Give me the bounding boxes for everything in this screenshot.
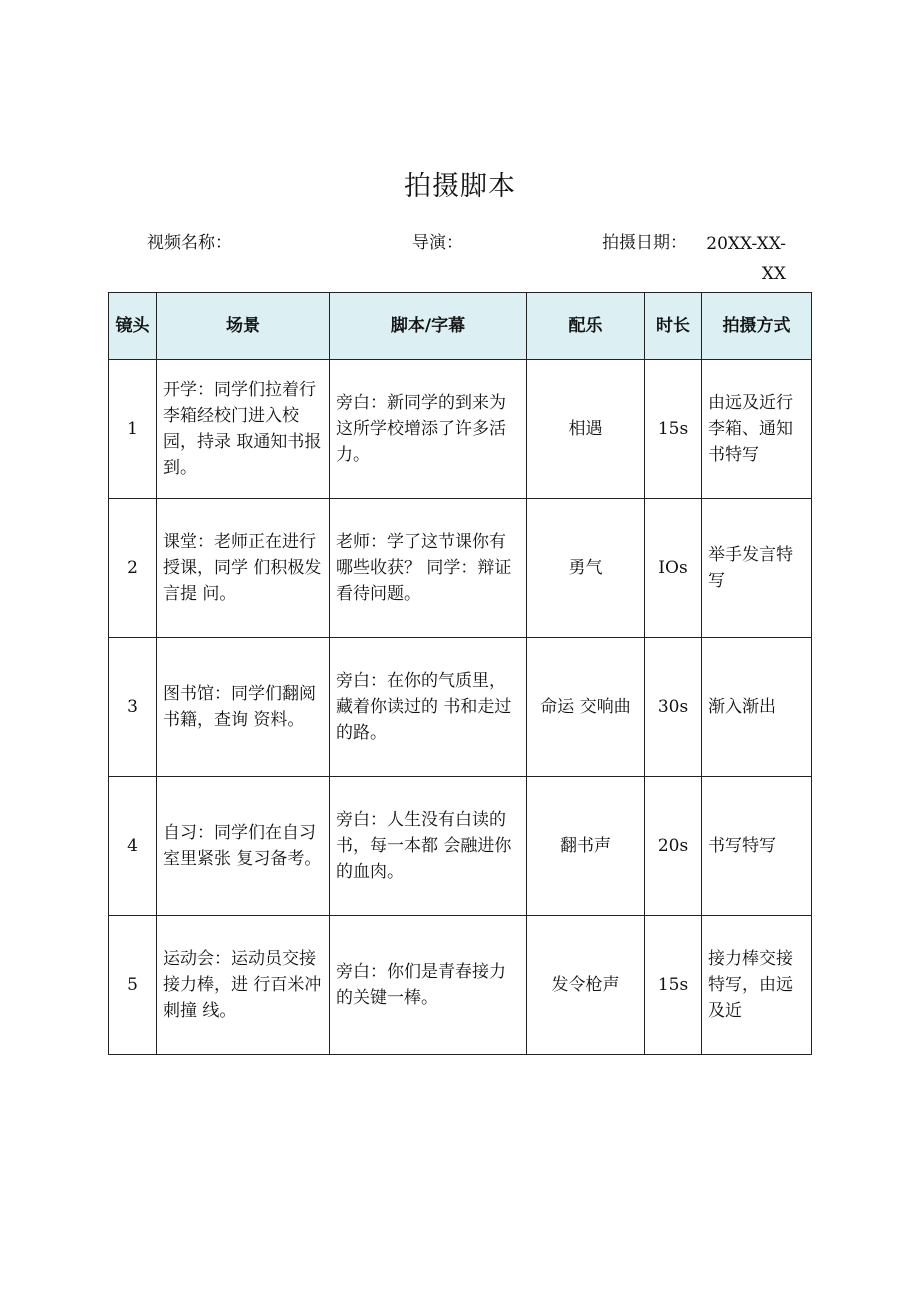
cell-music: 勇气 (527, 499, 645, 638)
cell-duration: 30s (645, 638, 702, 777)
cell-music: 相遇 (527, 360, 645, 499)
cell-scene: 课堂：老师正在进行授课，同学 们积极发言提 问。 (157, 499, 330, 638)
cell-duration: IOs (645, 499, 702, 638)
cell-method: 接力棒交接特写，由远及近 (702, 916, 812, 1055)
cell-music: 发令枪声 (527, 916, 645, 1055)
page-title: 拍摄脚本 (404, 171, 516, 202)
cell-music: 翻书声 (527, 777, 645, 916)
cell-duration: 15s (645, 360, 702, 499)
cell-script: 旁白：你们是青春接力的关键一棒。 (330, 916, 527, 1055)
cell-music: 命运 交响曲 (527, 638, 645, 777)
cell-scene: 图书馆：同学们翻阅书籍，查询 资料。 (157, 638, 330, 777)
table-row (109, 916, 812, 1055)
header-method: 拍摄方式 (702, 293, 812, 360)
cell-shot: 5 (109, 916, 157, 1055)
shoot-date-value: 20XX-XX-XX (706, 234, 786, 284)
director-label: 导演： (412, 233, 463, 253)
cell-shot: 1 (109, 360, 157, 499)
cell-shot: 2 (109, 499, 157, 638)
table-row (109, 360, 812, 499)
table-header-row (109, 293, 812, 360)
cell-script: 旁白：在你的气质里，藏着你读过的 书和走过的路。 (330, 638, 527, 777)
cell-method: 书写特写 (702, 777, 812, 916)
header-scene: 场景 (157, 293, 330, 360)
cell-method: 渐入渐出 (702, 638, 812, 777)
cell-script: 老师：学了这节课你有哪些收获？ 同学：辩证看待问题。 (330, 499, 527, 638)
table-row (109, 499, 812, 638)
cell-scene: 运动会：运动员交接接力棒，进 行百米冲刺撞 线。 (157, 916, 330, 1055)
cell-shot: 3 (109, 638, 157, 777)
cell-duration: 20s (645, 777, 702, 916)
cell-script: 旁白：人生没有白读的书，每一本都 会融进你的血肉。 (330, 777, 527, 916)
shooting-script-table (108, 292, 812, 1055)
cell-script: 旁白：新同学的到来为这所学校增添了许多活力。 (330, 360, 527, 499)
cell-method: 由远及近行李箱、通知书特写 (702, 360, 812, 499)
header-script: 脚本/字幕 (330, 293, 527, 360)
table-row (109, 777, 812, 916)
cell-scene: 自习：同学们在自习室里紧张 复习备考。 (157, 777, 330, 916)
header-shot: 镜头 (109, 293, 157, 360)
header-duration: 时长 (645, 293, 702, 360)
table-row (109, 638, 812, 777)
header-music: 配乐 (527, 293, 645, 360)
cell-method: 举手发言特写 (702, 499, 812, 638)
cell-shot: 4 (109, 777, 157, 916)
cell-scene: 开学：同学们拉着行李箱经校门进入校园，持录 取通知书报到。 (157, 360, 330, 499)
cell-duration: 15s (645, 916, 702, 1055)
shoot-date-label: 拍摄日期： (602, 233, 687, 253)
video-name-label: 视频名称： (147, 233, 232, 253)
